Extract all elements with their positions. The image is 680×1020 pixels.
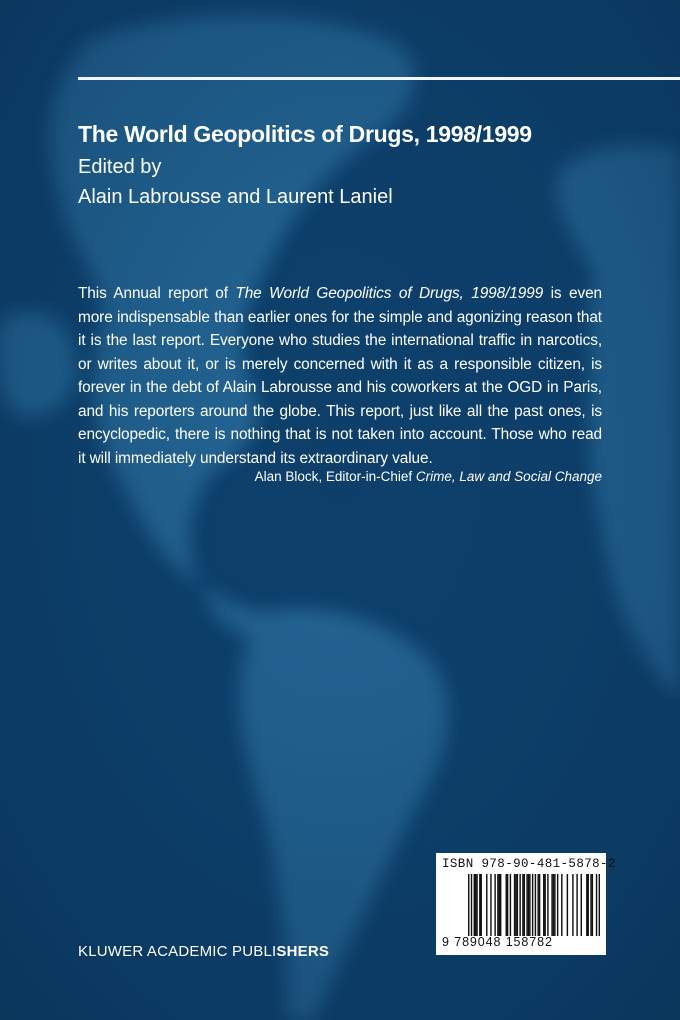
barcode-bar: [500, 874, 501, 936]
barcode-bar: [515, 874, 516, 936]
barcode-bar: [474, 874, 475, 936]
barcode-bar: [475, 874, 476, 936]
barcode-bar: [471, 874, 472, 936]
blurb-line: [78, 306, 602, 330]
blurb-text: is even: [543, 285, 602, 302]
barcode-bar: [596, 874, 597, 936]
blurb-text: This Annual report of: [78, 285, 236, 302]
barcode-bar: [519, 874, 520, 936]
barcode-bar: [522, 874, 523, 936]
review-blurb: [78, 282, 602, 470]
blurb-line: [78, 400, 602, 424]
barcode-bar: [557, 874, 558, 936]
review-attribution: [255, 469, 602, 484]
blurb-line: [78, 329, 602, 353]
barcode-bar: [486, 874, 487, 936]
barcode-bar: [468, 874, 469, 936]
barcode-bar: [499, 874, 500, 936]
ean-number: 9 789048 158782: [442, 935, 553, 949]
barcode-bar: [476, 874, 477, 936]
blurb-text: or writes about it, or is merely concerned with it as a responsible citizen, is: [78, 355, 602, 373]
barcode-bar: [543, 874, 544, 936]
barcode-bar: [490, 874, 491, 936]
barcode-bar: [590, 874, 591, 936]
editors-names: Alain Labrousse and Laurent Laniel: [78, 186, 393, 208]
barcode-bar: [581, 874, 582, 936]
barcode-bar: [514, 874, 515, 936]
barcode-bar: [494, 874, 495, 936]
blurb-text: forever in the debt of Alain Labrousse and his coworkers at the OGD in Paris,: [78, 379, 602, 396]
book-title: The World Geopolitics of Drugs, 1998/1999: [78, 121, 532, 147]
barcode-bar: [537, 874, 538, 936]
barcode-bar: [547, 874, 548, 936]
blurb-line: [78, 353, 602, 377]
publisher-name-regular: KLUWER ACADEMIC PUBLI: [78, 943, 277, 960]
barcode-bar: [517, 874, 518, 936]
barcode-bar: [551, 874, 552, 936]
blurb-line: [78, 282, 602, 306]
barcode-bar: [599, 874, 600, 936]
isbn-number: ISBN 978-90-481-5878-2: [442, 857, 616, 871]
barcode-bar: [576, 874, 577, 936]
barcode-bar: [529, 874, 530, 936]
blurb-italic-title: The World Geopolitics of Drugs, 1998/1999: [235, 285, 544, 302]
barcode-bar: [524, 874, 525, 936]
barcode-bar: [554, 874, 555, 936]
blurb-text: it is the last report. Everyone who studies the international traffic in narcotics,: [78, 332, 602, 349]
barcode-bars: [468, 874, 600, 936]
barcode-bar: [539, 874, 540, 936]
blurb-line: [78, 376, 602, 400]
barcode-bar: [587, 874, 588, 936]
barcode-bar: [510, 874, 511, 936]
barcode-bar: [528, 874, 529, 936]
publisher-name: [78, 943, 329, 960]
blurb-text: more indispensable than earlier ones for the simple and agonizing reason that: [78, 308, 602, 326]
blurb-line: [78, 447, 602, 471]
blurb-text: encyclopedic, there is nothing that is not taken into account. Those who read: [78, 426, 602, 443]
barcode-bar: [497, 874, 498, 936]
barcode-bar: [567, 874, 568, 936]
barcode-bar: [526, 874, 527, 936]
barcode-bar: [481, 874, 482, 936]
blurb-text: it will immediately understand its extraordinary value.: [78, 449, 433, 467]
barcode-bar: [592, 874, 593, 936]
attribution-author: Alan Block, Editor-in-Chief: [254, 469, 416, 484]
barcode-bar: [532, 874, 533, 936]
barcode-bar: [572, 874, 573, 936]
edited-by-label: Edited by: [78, 156, 162, 178]
barcode-bar: [535, 874, 536, 936]
barcode-bar: [561, 874, 562, 936]
barcode-bar: [506, 874, 507, 936]
barcode-bar: [586, 874, 587, 936]
barcode-bar: [479, 874, 480, 936]
publisher-name-strong: SHERS: [276, 943, 330, 960]
blurb-text: and his reporters around the globe. This report, just like all the past ones, is: [78, 402, 602, 420]
attribution-journal: Crime, Law and Social Change: [415, 469, 602, 484]
barcode-bar: [553, 874, 554, 936]
barcode-bar: [507, 874, 508, 936]
top-rule: [78, 77, 680, 80]
isbn-barcode: [436, 853, 616, 955]
blurb-line: [78, 423, 602, 447]
barcode-bar: [544, 874, 545, 936]
